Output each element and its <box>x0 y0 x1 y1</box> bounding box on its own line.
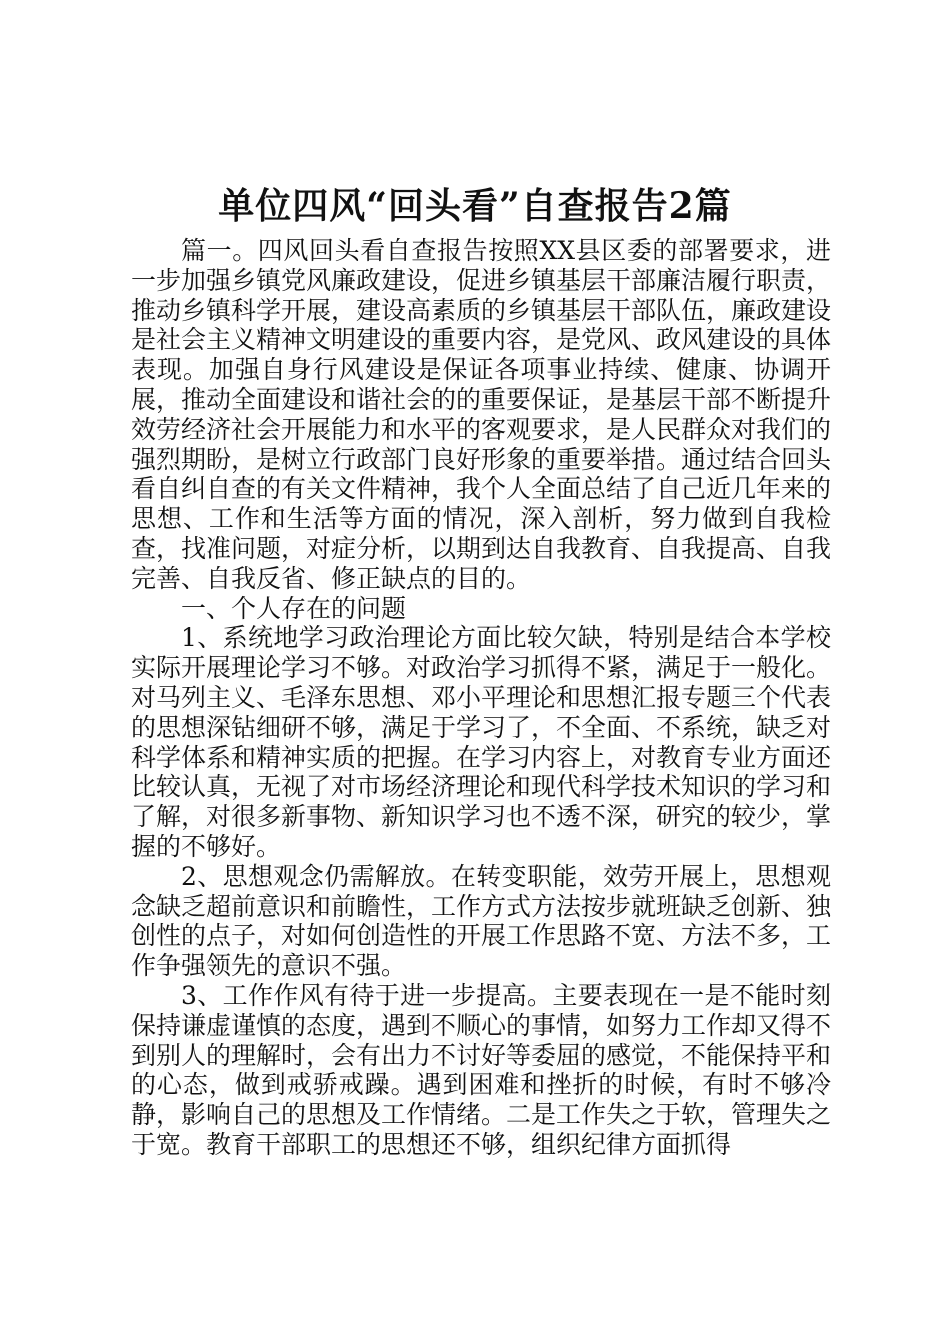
paragraph-intro: 篇一。四风回头看自查报告按照XX县区委的部署要求，进一步加强乡镇党风廉政建设，促进乡镇基层干部廉洁履行职责，推动乡镇科学开展，建设高素质的乡镇基层干部队伍，廉政建设是社会主义精神文明建设的重要内容，是党风、政风建设的具体表现。加强自身行风建设是保证各项事业持续、健康、协调开展，推动全面建设和谐社会的的重要保证，是基层干部不断提升效劳经济社会开展能力和水平的客观要求，是人民群众对我们的强烈期盼，是树立行政部门良好形象的重要举措。通过结合回头看自纠自查的有关文件精神，我个人全面总结了自己近几年来的思想、工作和生活等方面的情况，深入剖析，努力做到自我检查，找准问题，对症分析，以期到达自我教育、自我提高、自我完善、自我反省、修正缺点的目的。 <box>131 236 832 593</box>
paragraph-item-1: 1、系统地学习政治理论方面比较欠缺，特别是结合本学校实际开展理论学习不够。对政治学习抓得不紧，满足于一般化。对马列主义、毛泽东思想、邓小平理论和思想汇报专题三个代表的思想深钻细研不够，满足于学习了，不全面、不系统，缺乏对科学体系和精神实质的把握。在学习内容上，对教育专业方面还比较认真，无视了对市场经济理论和现代科学技术知识的学习和了解，对很多新事物、新知识学习也不透不深，研究的较少，掌握的不够好。 <box>131 623 832 861</box>
document-body <box>131 236 831 1160</box>
document-title: 单位四风“回头看”自查报告2篇 <box>218 185 732 227</box>
paragraph-item-2: 2、思想观念仍需解放。在转变职能，效劳开展上，思想观念缺乏超前意识和前瞻性，工作方式方法按步就班缺乏创新、独创性的点子，对如何创造性的开展工作思路不宽、方法不多，工作争强领先的意识不强。 <box>131 861 832 981</box>
paragraph-item-3: 3、工作作风有待于进一步提高。主要表现在一是不能时刻保持谦虚谨慎的态度，遇到不顺心的事情，如努力工作却又得不到别人的理解时，会有出力不讨好等委屈的感觉，不能保持平和的心态，做到戒骄戒躁。遇到困难和挫折的时候，有时不够冷静，影响自己的思想及工作情绪。二是工作失之于软，管理失之于宽。教育干部职工的思想还不够，组织纪律方面抓得 <box>131 980 832 1159</box>
section-heading: 一、个人存在的问题 <box>181 593 407 623</box>
